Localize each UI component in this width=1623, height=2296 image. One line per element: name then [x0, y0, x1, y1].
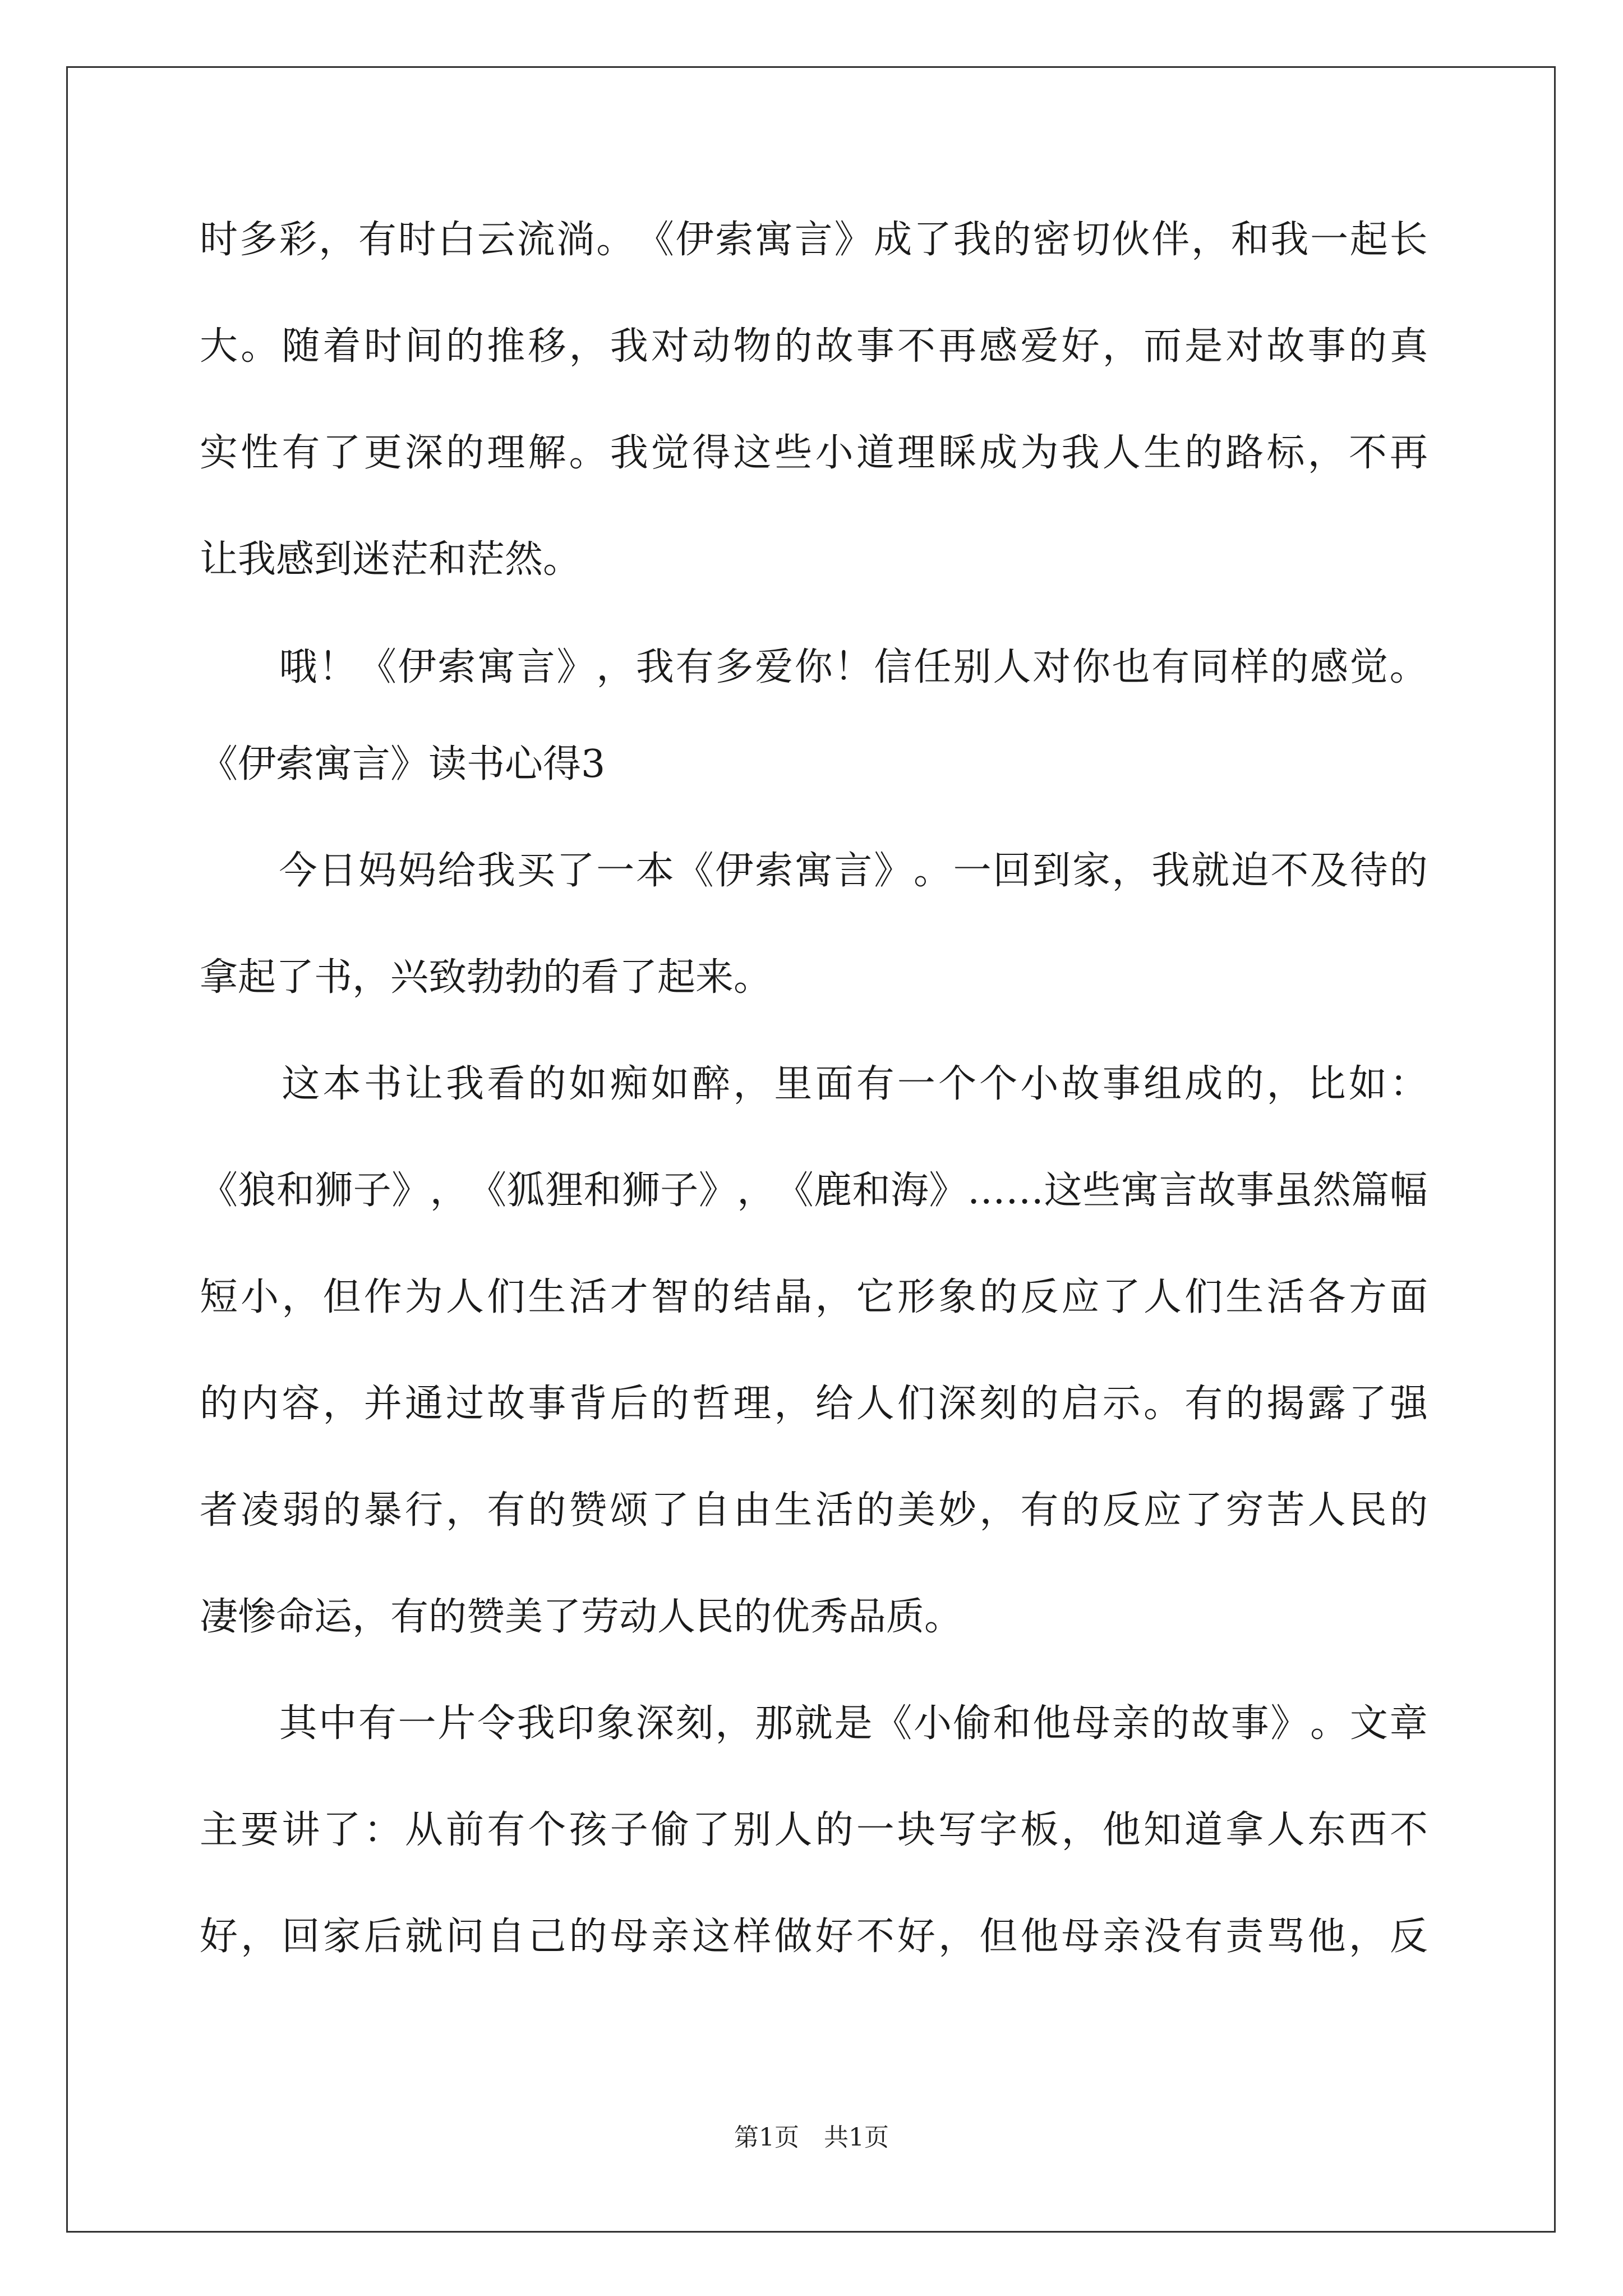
text-line: 短 小 ， 但 作 为 人 们 生 活 才 智 的 结 晶 ， 它 形 象 的 反 应 了 人 们 生 活 各 方 面 [200, 1275, 1428, 1319]
text-line: 者 凌 弱 的 暴 行 ， 有 的 赞 颂 了 自 由 生 活 的 美 妙 ， 有 的 反 应 了 穷 苦 人 民 的 [200, 1488, 1428, 1533]
text-line: 拿起了书，兴致勃勃的看了起来。 [200, 955, 772, 1000]
text-line: 凄惨命运，有的赞美了劳动人民的优秀品质。 [200, 1595, 963, 1639]
section-heading: 《伊索寓言》读书心得3 [200, 742, 606, 786]
text-line: 实 性 有 了 更 深 的 理 解 。 我 觉 得 这 些 小 道 理 睬 成 为 我 人 生 的 路 标 ， 不 再 [200, 431, 1428, 475]
text-line: 《 狼 和 狮 子 》 ， 《 狐 狸 和 狮 子 》 ， 《 鹿 和 海 》 … … 这 些 寓 言 故 事 虽 然 篇 幅 [200, 1168, 1428, 1213]
text-line: 让我感到迷茫和茫然。 [200, 537, 582, 582]
text-line: 的 内 容 ， 并 通 过 故 事 背 后 的 哲 理 ， 给 人 们 深 刻 的 启 示 。 有 的 揭 露 了 强 [200, 1382, 1428, 1426]
text-line: 主 要 讲 了 ： 从 前 有 个 孩 子 偷 了 别 人 的 一 块 写 字 板 ， 他 知 道 拿 人 东 西 不 [200, 1808, 1428, 1852]
text-line: 今 日 妈 妈 给 我 买 了 一 本 《 伊 索 寓 言 》 。 一 回 到 家 ， 我 就 迫 不 及 待 的 [279, 849, 1428, 893]
text-line: 这 本 书 让 我 看 的 如 痴 如 醉 ， 里 面 有 一 个 个 小 故 事 组 成 的 ， 比 如 ： [282, 1062, 1428, 1106]
text-line: 大 。 随 着 时 间 的 推 移 ， 我 对 动 物 的 故 事 不 再 感 爱 好 ， 而 是 对 故 事 的 真 [200, 324, 1428, 369]
text-line: 好 ， 回 家 后 就 问 自 己 的 母 亲 这 样 做 好 不 好 ， 但 他 母 亲 没 有 责 骂 他 ， 反 [200, 1915, 1428, 1959]
text-line: 时 多 彩 ， 有 时 白 云 流 淌 。 《 伊 索 寓 言 》 成 了 我 的 密 切 伙 伴 ， 和 我 一 起 长 [200, 218, 1428, 262]
page-footer: 第1页 共1页 [734, 2123, 889, 2152]
text-line: 哦 ！ 《 伊 索 寓 言 》 ， 我 有 多 爱 你 ！ 信 任 别 人 对 你 也 有 同 样 的 感 觉 。 [279, 645, 1428, 689]
text-line: 其 中 有 一 片 令 我 印 象 深 刻 ， 那 就 是 《 小 偷 和 他 母 亲 的 故 事 》 。 文 章 [279, 1701, 1428, 1746]
